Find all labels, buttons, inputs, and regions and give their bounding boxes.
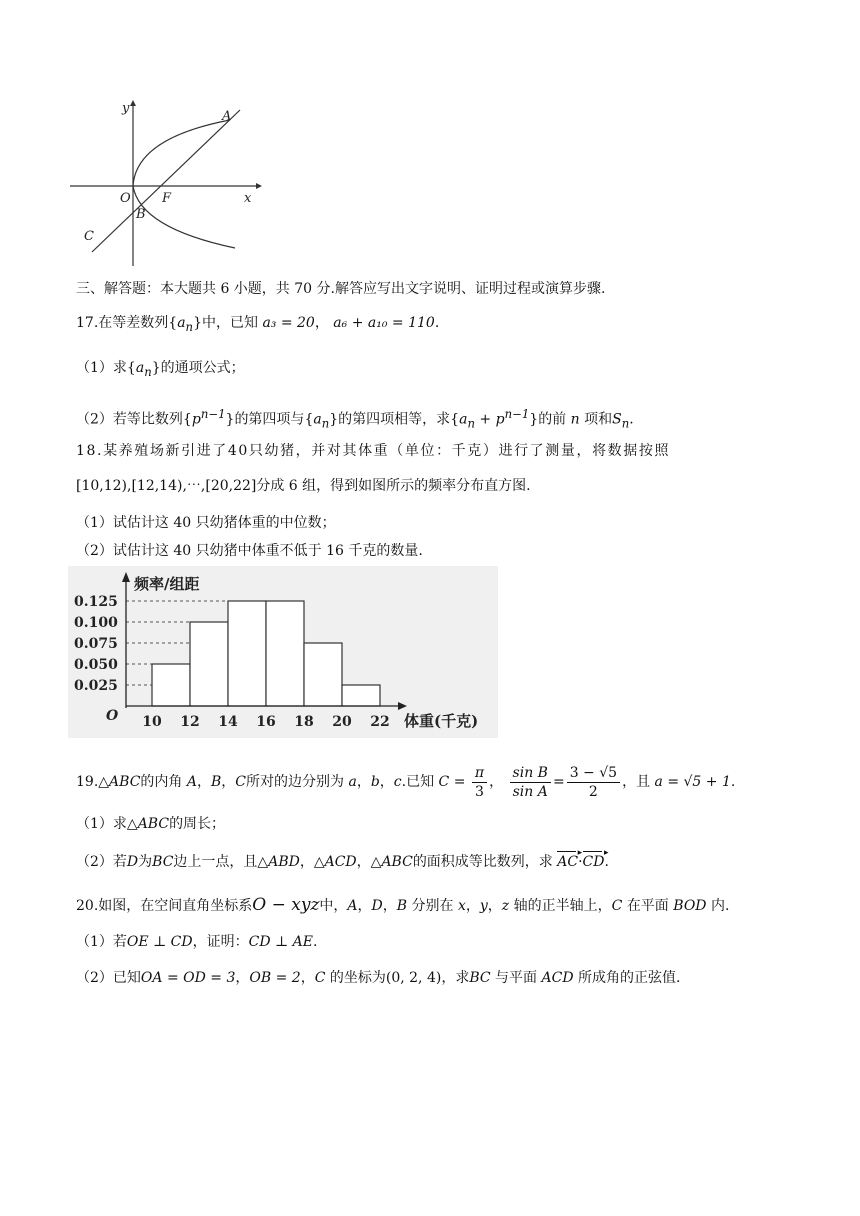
label-x: x [244,191,252,206]
histogram-xlabel: 体重(千克) [404,712,479,730]
histogram-xtick-label: 16 [256,714,276,730]
line-ab [92,110,240,252]
histogram-ytick-label: 0.100 [74,615,118,631]
q17-cond2: a₆ + a₁₀ = 110 [333,315,435,331]
label-F: F [162,191,172,206]
histogram-xtick-label: 18 [294,714,314,730]
q19-stem: 19.△ABC的内角 A，B，C所对的边分别为 a，b，c.已知 C = $\frac{\pi}{3}$ ， $\frac{\text{sin B}}{\text{sin A}}$ = $\frac{3 - √5}{2}$ ，且 a = √5 + 1. [76,764,736,800]
histogram-ytick-label: 0.050 [74,657,118,673]
y-arrow [130,100,136,106]
histogram-xtick-label: 22 [370,714,390,730]
q18-intervals: [10,12),[12,14),⋯,[20,22] [76,478,257,494]
histogram-bar [304,643,342,706]
q17-stem: 17.在等差数列$\{a_n\}$中，已知 a₃ = 20， a₆ + a₁₀ = 110. [76,315,440,334]
section-heading: 三、解答题：本大题共 6 小题，共 70 分.解答应写出文字说明、证明过程或演算步骤. [76,281,606,297]
q19-part2: （2）若D为BC边上一点，且△ABD，△ACD，△ABC的面积成等比数列，求 AC ▸·CD ▸. [76,852,609,872]
label-y: y [122,101,130,116]
q18-part1: （1）试估计这 40 只幼猪体重的中位数； [76,515,336,531]
parabola-upper [133,120,230,186]
histogram-xtick-label: 14 [218,714,238,730]
parabola-figure [70,98,270,268]
vector-AC: AC ▸ [557,852,578,872]
parabola-lower [133,186,235,248]
label-O: O [120,191,131,206]
histogram-bar [190,622,228,706]
label-C: C [84,229,94,244]
histogram-x-arrow [398,702,407,710]
label-B: B [136,207,146,222]
histogram-ylabel: 频率/组距 [134,575,200,593]
vector-CD: CD ▸ [583,852,605,872]
q20-stem: 20.如图，在空间直角坐标系O − xyz中，A，D，B 分别在 x，y，z 轴的正半轴上，C 在平面 BOD 内. [76,895,730,915]
q18-stem-line1: 18.某养殖场新引进了40只幼猪，并对其体重（单位：千克）进行了测量，将数据按照 [76,443,671,459]
histogram-bar [266,601,304,706]
histogram-xtick-label: 10 [142,714,162,730]
histogram-origin: O [106,708,119,724]
q18-stem-line2: [10,12),[12,14),⋯,[20,22]分成 6 组，得到如图所示的频率分布直方图. [76,478,531,494]
histogram-bar [152,664,190,706]
histogram-ytick-label: 0.075 [74,636,118,652]
x-arrow [256,183,262,189]
label-A: A [222,109,232,124]
q19-part1: （1）求△ABC的周长； [76,816,226,832]
histogram-bar [342,685,380,706]
histogram-xtick-label: 12 [180,714,200,730]
q20-part1: （1）若OE ⊥ CD，证明：CD ⊥ AE. [76,934,318,950]
histogram-ytick-label: 0.025 [74,678,118,694]
q17-cond1: a₃ = 20 [262,315,315,331]
q20-part2: （2）已知OA = OD = 3，OB = 2，C 的坐标为(0, 2, 4)，求BC 与平面 ACD 所成角的正弦值. [76,970,681,986]
q17-part2: （2）若等比数列$\{p^{n-1}\}$的第四项与$\{a_n\}$的第四项相等，求$\{a_n + p^{n-1}\}$的前 n 项和$S_n$. [76,407,634,431]
histogram-y-arrow [122,572,130,582]
histogram-bar [228,601,266,706]
q18-part2: （2）试估计这 40 只幼猪中体重不低于 16 千克的数量. [76,543,423,559]
frequency-histogram [68,566,500,738]
q17-part1: （1）求$\{a_n\}$的通项公式； [76,360,245,379]
histogram-ytick-label: 0.125 [74,594,118,610]
histogram-xtick-label: 20 [332,714,352,730]
